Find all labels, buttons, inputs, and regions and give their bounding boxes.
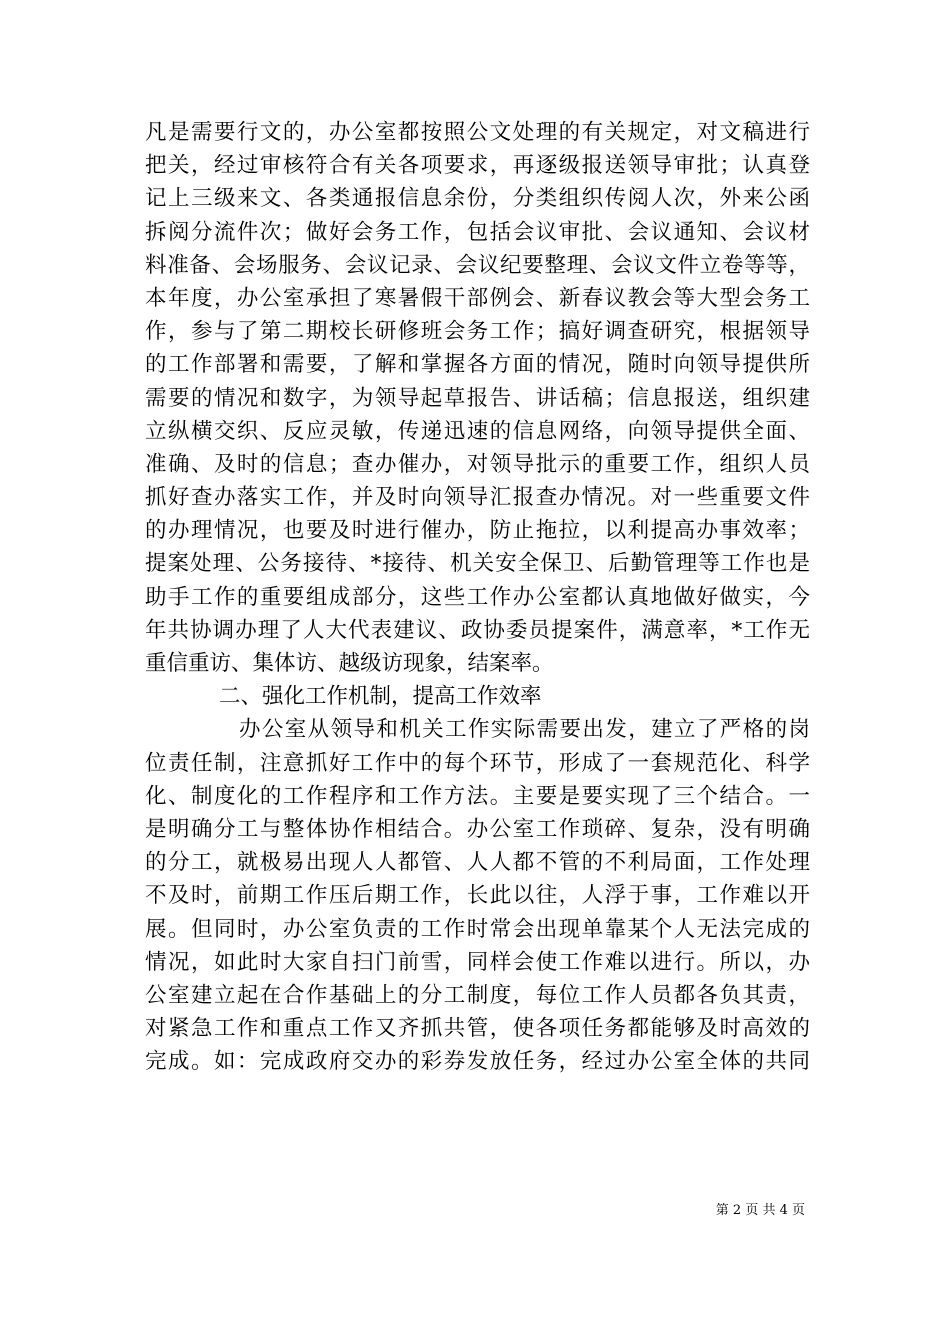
text-line: 的办理情况，也要及时进行催办，防止拖拉，以利提高办事效率； <box>145 518 810 544</box>
text-line: 完成。如：完成政府交办的彩券发放任务，经过办公室全体的共同 <box>145 1049 810 1075</box>
text-line: 作，参与了第二期校长研修班会务工作；搞好调查研究，根据领导 <box>145 319 810 345</box>
text-line: 本年度，办公室承担了寒暑假干部例会、新春议教会等大型会务工 <box>145 285 810 311</box>
body-text <box>145 116 810 1078</box>
text-line: 是明确分工与整体协作相结合。办公室工作琐碎、复杂，没有明确 <box>145 816 810 842</box>
text-line: 化、制度化的工作程序和工作方法。主要是要实现了三个结合。一 <box>145 783 810 809</box>
text-line: 公室建立起在合作基础上的分工制度，每位工作人员都各负其责， <box>145 982 810 1008</box>
text-line: 提案处理、公务接待、*接待、机关安全保卫、后勤管理等工作也是 <box>145 551 810 577</box>
text-line: 情况，如此时大家自扫门前雪，同样会使工作难以进行。所以，办 <box>145 949 810 975</box>
text-line: 的工作部署和需要，了解和掌握各方面的情况，随时向领导提供所 <box>145 352 810 378</box>
page-number: 第 2 页 共 4 页 <box>715 1203 805 1218</box>
text-line: 抓好查办落实工作，并及时向领导汇报查办情况。对一些重要文件 <box>145 485 810 511</box>
page-footer <box>0 1201 950 1221</box>
text-line: 需要的情况和数字，为领导起草报告、讲话稿；信息报送，组织建 <box>145 385 810 411</box>
text-line: 凡是需要行文的，办公室都按照公文处理的有关规定，对文稿进行 <box>145 120 810 145</box>
text-line: 的分工，就极易出现人人都管、人人都不管的不利局面，工作处理 <box>145 850 810 876</box>
text-line: 记上三级来文、各类通报信息余份，分类组织传阅人次，外来公函 <box>145 186 810 212</box>
text-line: 展。但同时，办公室负责的工作时常会出现单靠某个人无法完成的 <box>145 916 810 942</box>
text-line: 料准备、会场服务、会议记录、会议纪要整理、会议文件立卷等等， <box>145 252 810 278</box>
text-line: 准确、及时的信息；查办催办，对领导批示的重要工作，组织人员 <box>145 451 810 477</box>
text-line: 位责任制，注意抓好工作中的每个环节，形成了一套规范化、科学 <box>145 750 810 776</box>
text-line: 重信重访、集体访、越级访现象，结案率。 <box>145 651 554 676</box>
paragraph-first-line: 办公室从领导和机关工作实际需要出发，建立了严格的岗 <box>239 717 810 743</box>
text-line: 年共协调办理了人大代表建议、政协委员提案件，满意率，*工作无 <box>145 617 810 643</box>
text-line: 助手工作的重要组成部分，这些工作办公室都认真地做好做实，今 <box>145 584 810 610</box>
text-line: 拆阅分流件次；做好会务工作，包括会议审批、会议通知、会议材 <box>145 219 810 245</box>
section-heading: 二、强化工作机制，提高工作效率 <box>219 684 542 710</box>
text-line: 把关，经过审核符合有关各项要求，再逐级报送领导审批；认真登 <box>145 153 810 179</box>
text-line: 立纵横交织、反应灵敏，传递迅速的信息网络，向领导提供全面、 <box>145 418 810 444</box>
text-line: 对紧急工作和重点工作又齐抓共管，使各项任务都能够及时高效的 <box>145 1016 810 1042</box>
text-line: 不及时，前期工作压后期工作，长此以往，人浮于事，工作难以开 <box>145 883 810 909</box>
